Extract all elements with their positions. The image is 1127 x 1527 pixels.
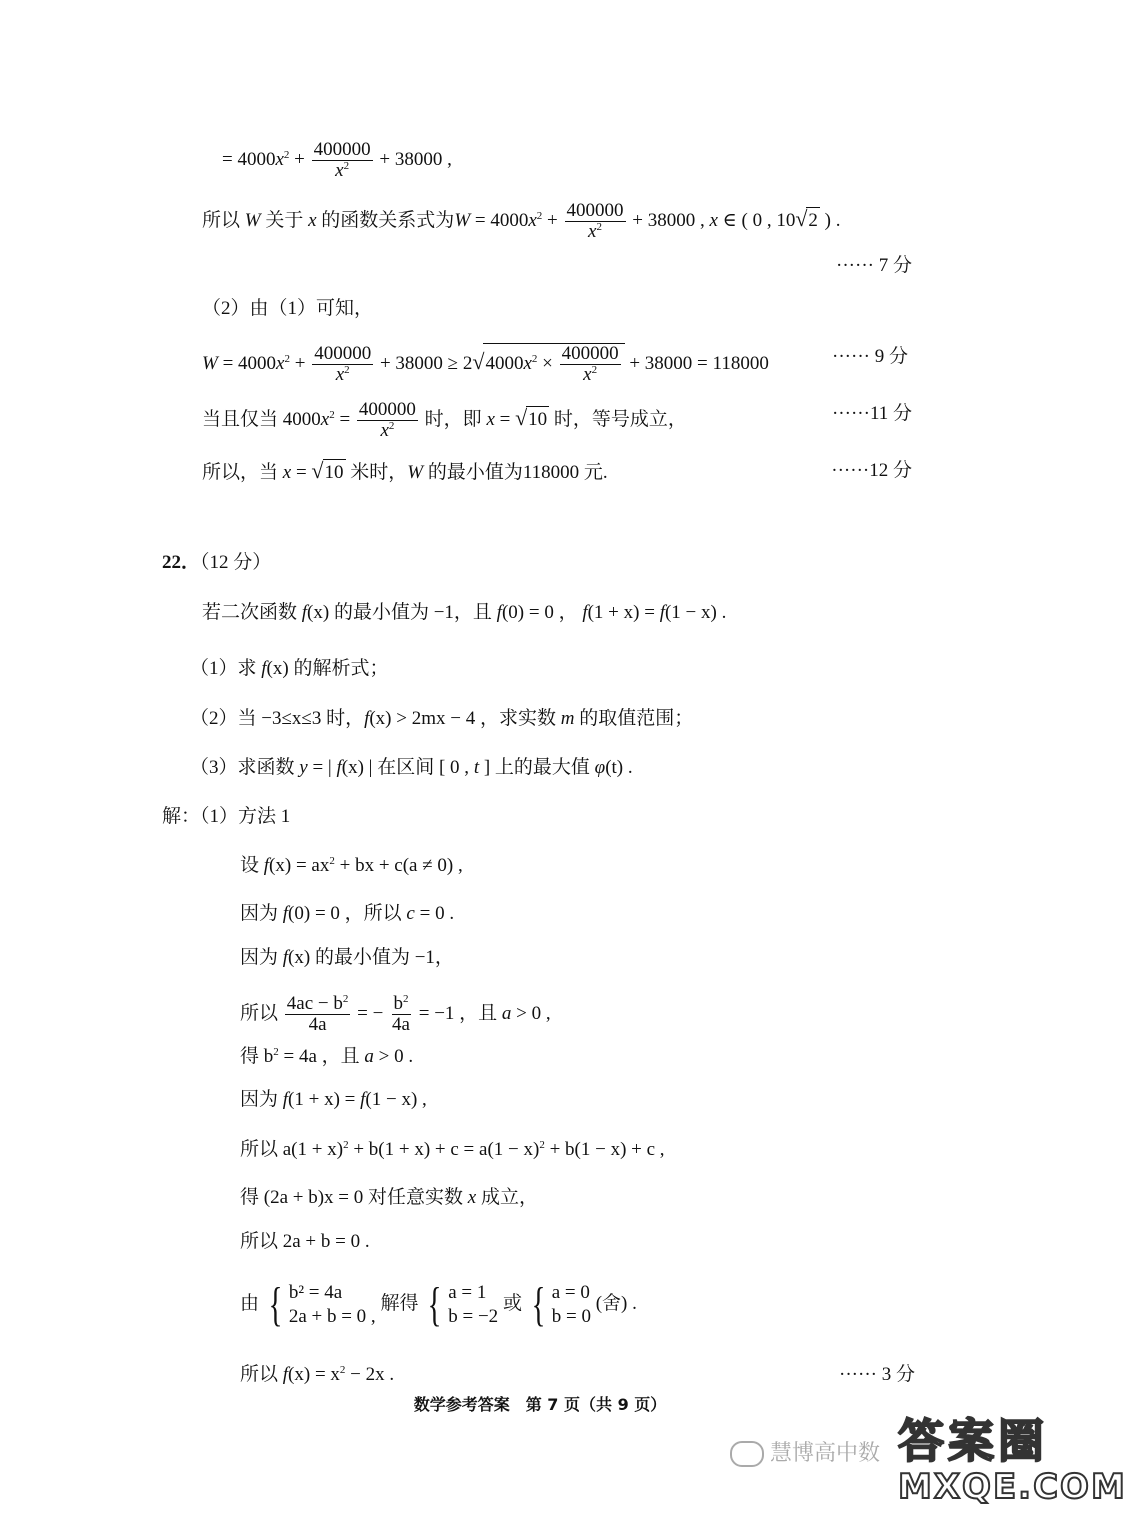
- q22-part3: （3）求函数 y = | f(x) | 在区间 [ 0 , t ] 上的最大值 φ(t) .: [190, 757, 633, 778]
- eq-line-5: 所以，当 x = √10 米时，W 的最小值为118000 元.: [202, 458, 608, 486]
- watermark: 慧博高中数: [730, 1436, 880, 1467]
- score-7: ······ 7 分: [836, 255, 912, 276]
- eq-line-3: $W = 4000x^2$ + $\frac{400000}{x^2}$ + $38000 \ge 2√4000x^2$ × $\frac{400000}{x^2}$ + 38000 = 118000: [202, 343, 769, 385]
- sol-line-2: 因为 f(0) = 0 ，所以 c = 0 .: [240, 903, 455, 924]
- fraction: $\frac{b^2}{4a}$: [392, 993, 410, 1035]
- system-brace: { a = 0 b = 0: [531, 1277, 591, 1331]
- q22-part1: （1）求 f(x) 的解析式；: [190, 658, 389, 679]
- sol-line-1: 设 $f(x) = ax^2$ + bx + c(a ≠ 0) ,: [240, 855, 463, 876]
- q22-part2: （2）当 −3≤x≤3 时，f(x) > 2mx − 4 ，求实数 m 的取值范围；: [190, 708, 694, 729]
- eq-line-2: 所以 W 关于 x 的函数关系式为$W = 4000x^2$ + $\frac{400000}{x^2}$ + 38000 , x ∈ ( 0 , 10√2 ) .: [202, 200, 841, 242]
- fraction: $\frac{4ac - b^2}{4a}$: [286, 993, 349, 1035]
- q22-title: 22．（12 分）: [162, 552, 272, 573]
- sol-line-6: 因为 f(1 + x) = f(1 − x) ,: [240, 1089, 427, 1110]
- score-9: ······ 9 分: [832, 346, 908, 367]
- sol-line-4: 所以 $\frac{4ac - b^2}{4a}$ = − $\frac{b^2}{4a}$ = −1 ，且 a > 0 ,: [240, 993, 551, 1035]
- fraction: $\frac{400000}{x^2}$: [358, 399, 416, 441]
- sol-line-5: 得 $b^2 = 4a$ ，且 a > 0 .: [240, 1046, 414, 1067]
- score-12: ······12 分: [831, 460, 912, 481]
- sol-line-8: 得 (2a + b)x = 0 对任意实数 x 成立，: [240, 1187, 538, 1208]
- sol-line-9: 所以 2a + b = 0 .: [240, 1231, 370, 1252]
- page-footer: 数学参考答案 第 7 页（共 9 页）: [413, 1395, 667, 1414]
- fraction: $\frac{400000}{x^2}$: [566, 200, 624, 242]
- sol-line-10: 由 { b² = 4a 2a + b = 0 , 解得 { a = 1 b = −2 或 { a = 0 b = 0 (舍) .: [240, 1277, 637, 1331]
- eq-line-4: 当且仅当 $4000x^2$ = $\frac{400000}{x^2}$ 时，即 x = √10 时，等号成立，: [202, 399, 687, 441]
- fraction: $\frac{400000}{x^2}$: [313, 139, 371, 181]
- q2-heading: （2）由（1）可知，: [202, 298, 374, 319]
- score-11: ······11 分: [831, 403, 912, 424]
- sol-line-3: 因为 f(x) 的最小值为 −1，: [240, 947, 454, 968]
- site-logo: 答案圈 MXQE.COM: [898, 1414, 1127, 1507]
- system-brace: { a = 1 b = −2: [427, 1277, 499, 1331]
- sol-line-7: 所以 $a(1 + x)^2 + b(1 + x) + c = a(1 - x)^2 + b(1 - x) + c$ ,: [240, 1139, 665, 1160]
- chat-icon: [730, 1441, 764, 1467]
- sol-line-11: 所以 $f(x) = x^2 - 2x$ .: [240, 1364, 395, 1385]
- fraction: $\frac{400000}{x^2}$: [314, 343, 372, 385]
- q22-stem: 若二次函数 f(x) 的最小值为 −1，且 f(0) = 0 ， f(1 + x) = f(1 − x) .: [202, 602, 727, 623]
- solution-heading: 解：（1）方法 1: [162, 806, 291, 827]
- score-3: ······ 3 分: [839, 1364, 915, 1385]
- system-brace: { b² = 4a 2a + b = 0 ,: [268, 1277, 376, 1331]
- eq-line-1: = $4000x^2$ + $\frac{400000}{x^2}$ + 38000 ,: [222, 139, 452, 181]
